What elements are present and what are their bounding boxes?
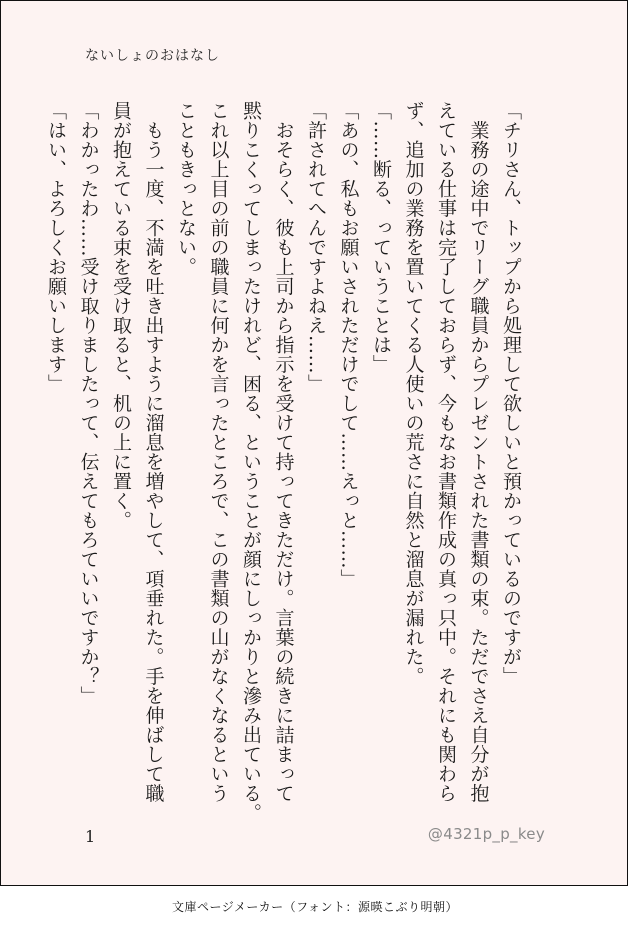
text-line: 「わかったわ……受け取りましたって、伝えてもろていいですか？」 — [77, 101, 100, 706]
text-line: 黙りこくってしまったけれど、困る、ということが顔にしっかりと滲み出ている。 — [240, 101, 262, 823]
vertical-body-text — [40, 101, 528, 823]
text-line: 業務の途中でリーグ職員からプレゼントされた書類の束。ただでさえ自分が抱 — [467, 101, 490, 803]
text-line: 「……断る、っていうことは」 — [370, 101, 392, 374]
text-line: 「はい、よろしくお願いします」 — [45, 101, 67, 394]
text-line: えている仕事は完了しておらず、今もなお書類作成の真っ只中。それにも関わら — [435, 101, 457, 803]
text-line: 「チリさん、トップから処理して欲しいと預かっているのですが」 — [500, 101, 522, 686]
text-line: 員が抱えている束を受け取ると、机の上に置く。 — [110, 101, 132, 530]
text-line: 「許されてへんですよねえ……」 — [305, 101, 327, 394]
text-line: 「あの、私もお願いされただけでして……えっと……」 — [337, 101, 360, 589]
text-line: こともきっとない。 — [175, 101, 197, 277]
page-number: 1 — [85, 827, 96, 846]
page-header-title: ないしょのおはなし — [85, 48, 220, 64]
generator-credit: 文庫ページメーカー（フォント：源暎こぶり明朝） — [171, 900, 459, 914]
text-line: もう一度、不満を吐き出すように溜息を増やして、項垂れた。手を伸ばして職 — [142, 101, 165, 803]
author-handle: @4321p_p_key — [427, 825, 545, 843]
text-line: ず、追加の業務を置いてくる人使いの荒さに自然と溜息が漏れた。 — [402, 101, 425, 686]
text-line: これ以上目の前の職員に何かを言ったところで、この書類の山がなくなるという — [207, 101, 230, 803]
text-line: おそらく、彼も上司から指示を受けて持ってきただけ。言葉の続きに詰まって — [272, 101, 295, 803]
